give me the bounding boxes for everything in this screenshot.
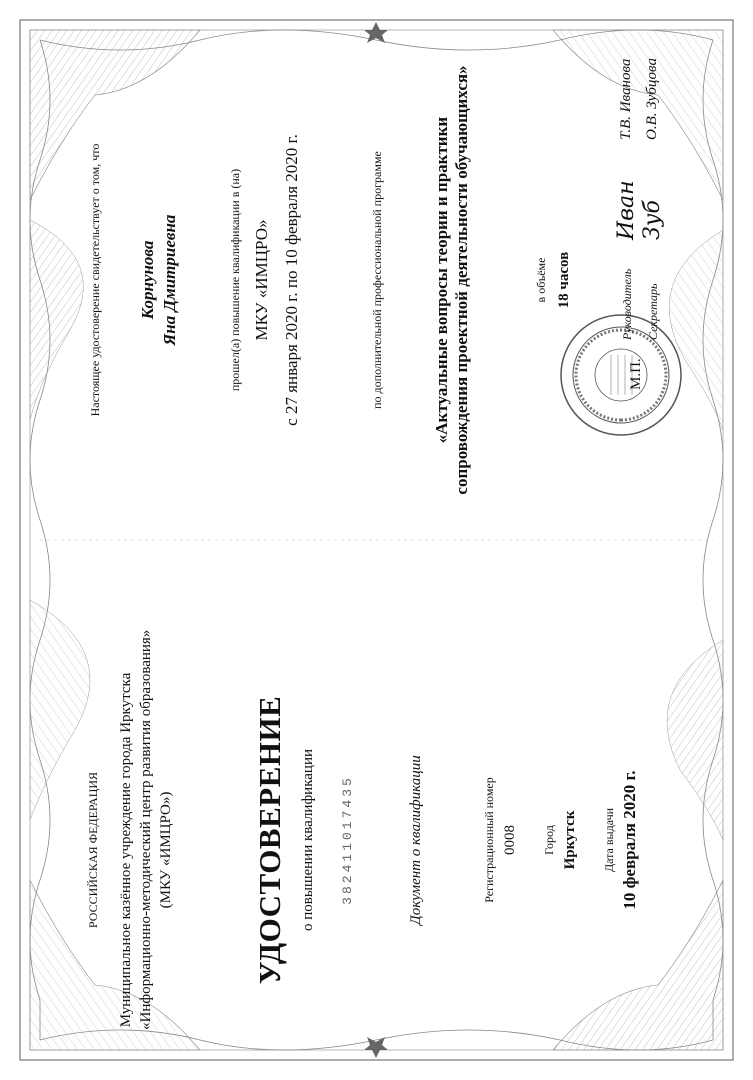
- head-name: Т.В. Иванова: [618, 58, 634, 140]
- secretary-name: О.В. Зубцова: [644, 58, 660, 140]
- reg-number: 0008: [502, 825, 518, 855]
- passed-text: прошел(а) повышение квалификации в (на): [228, 168, 242, 392]
- country-header: РОССИЙСКАЯ ФЕДЕРАЦИЯ: [86, 771, 100, 929]
- program-title-line-2: сопровождения проектной деятельности обучающихся»: [452, 65, 471, 495]
- issue-date-label: Дата выдачи: [602, 807, 616, 873]
- secretary-label: Секретарь: [646, 283, 660, 340]
- org-line-3: (МКУ «ИМЦРО»): [158, 791, 174, 909]
- training-period: с 27 января 2020 г. по 10 февраля 2020 г.: [282, 134, 301, 426]
- document-subtitle: о повышении квалификации: [300, 749, 316, 931]
- city-label: Город: [542, 825, 556, 855]
- stamp-mark: М.П.: [628, 358, 644, 390]
- program-title-line-1: «Актуальные вопросы теории и практики: [432, 116, 451, 444]
- volume-label: в объёме: [534, 257, 548, 303]
- head-signature: Иван: [614, 180, 639, 240]
- reg-number-label: Регистрационный номер: [482, 777, 496, 903]
- program-intro: по дополнительной профессиональной программе: [370, 151, 384, 409]
- volume-hours: 18 часов: [556, 251, 572, 309]
- recipient-surname: Корнунова: [138, 240, 157, 320]
- secretary-signature: Зуб: [640, 200, 665, 240]
- institution: МКУ «ИМЦРО»: [252, 219, 271, 341]
- head-label: Руководитель: [620, 268, 634, 340]
- document-title: УДОСТОВЕРЕНИЕ: [252, 695, 287, 985]
- intro-text: Настоящее удостоверение свидетельствует о том, что: [88, 143, 102, 417]
- city: Иркутск: [562, 810, 578, 870]
- document-type: Документ о квалификации: [408, 755, 424, 925]
- org-line-1: Муниципальное казённое учреждение города Иркутска: [118, 672, 134, 1028]
- org-line-2: «Информационно-методический центр развития образования»: [138, 629, 154, 1030]
- recipient-name: Яна Дмитриевна: [160, 214, 179, 346]
- issue-date: 10 февраля 2020 г.: [620, 770, 639, 910]
- serial-number: 382411017435: [340, 775, 355, 905]
